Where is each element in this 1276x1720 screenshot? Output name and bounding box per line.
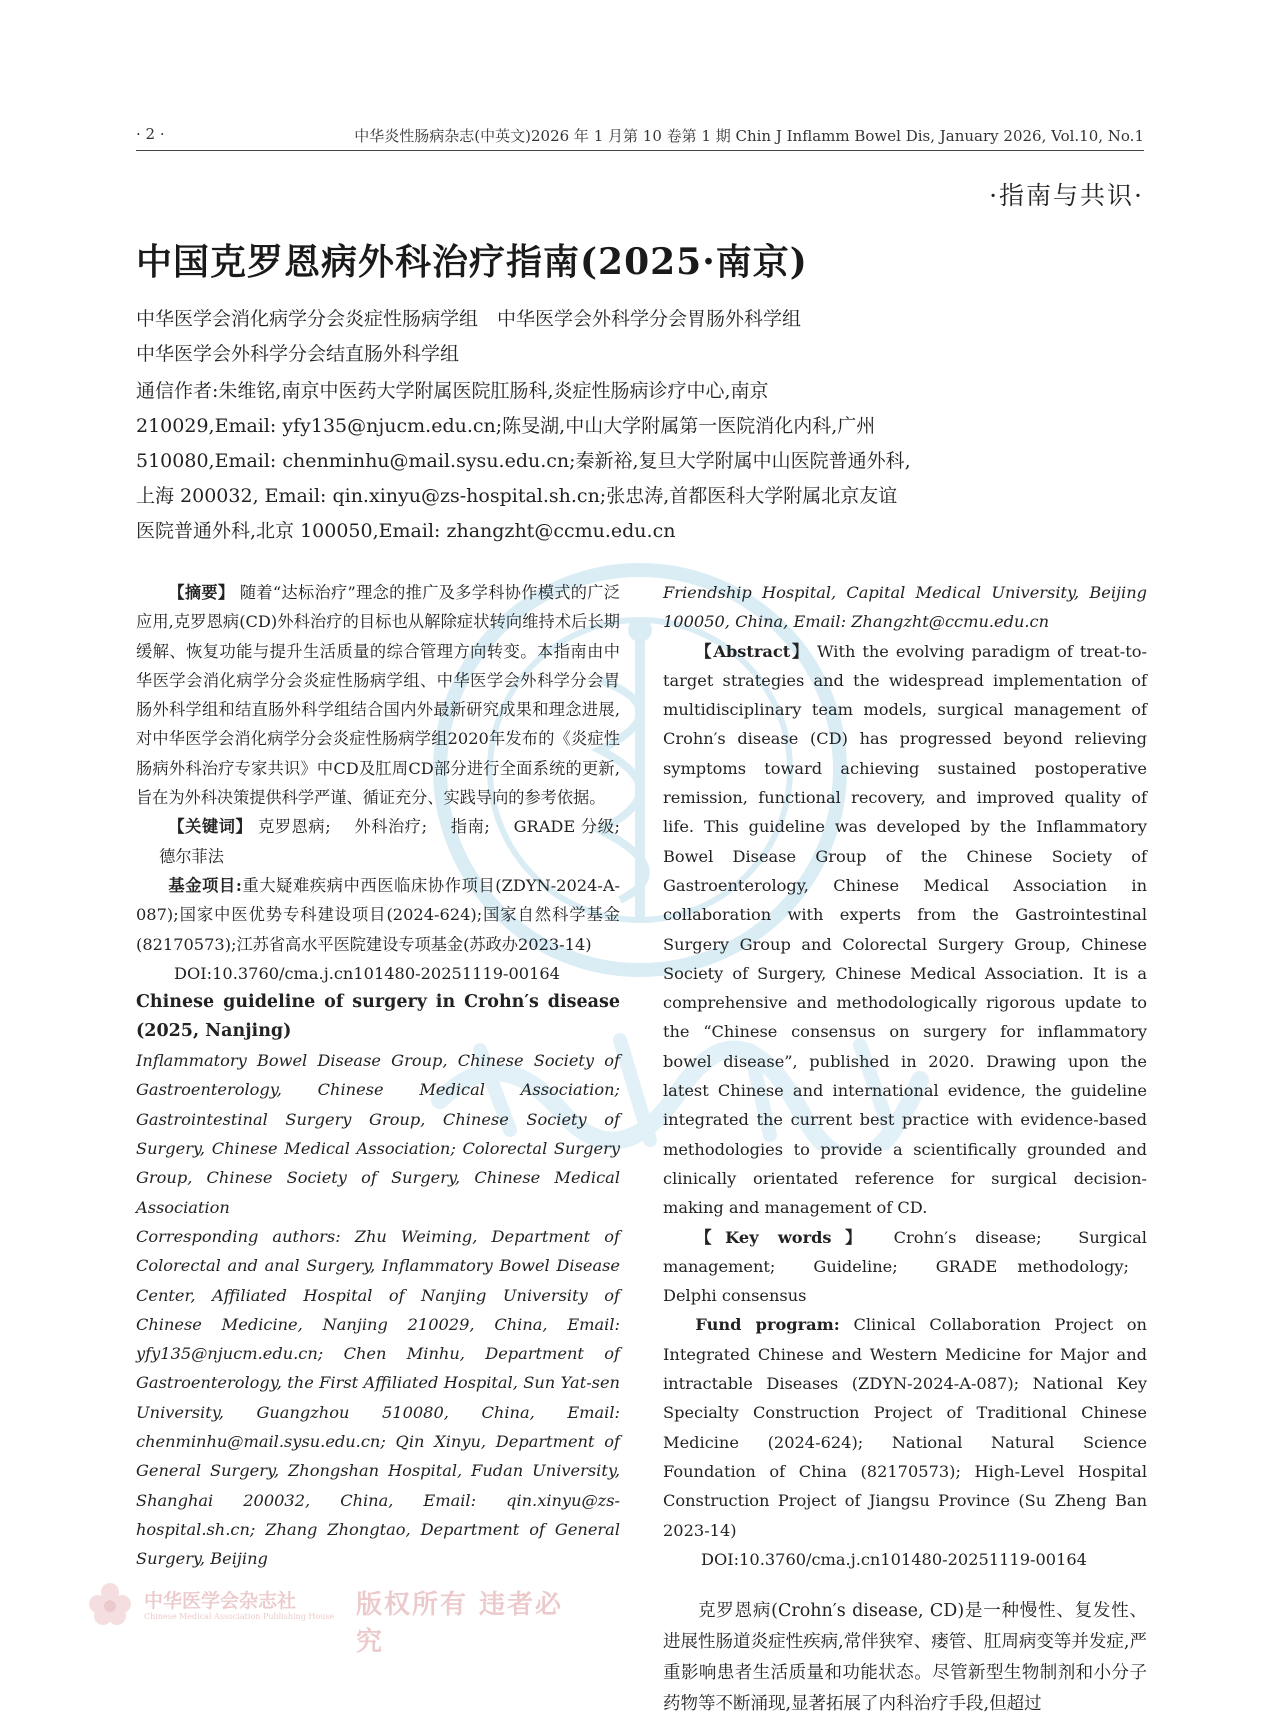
english-corresponding-authors: Corresponding authors: Zhu Weiming, Department of Colorectal and anal Surgery, Inflammatory Bowel Disease Center, Affiliated Hospital of Nanjing University of Chinese Medicine, Nanjing 210029, China, Email: yfy135@njucm.edu.cn; Chen Minhu, Department of Gastroenterology, the First Affiliated Hospital, Sun Yat-sen University, Guangzhou 510080, China, Email: chenminhu@mail.sysu.edu.cn; Qin Xinyu, Department of General Surgery, Zhongshan Hospital, Fudan University, Shanghai 200032, China, Email: qin.xinyu@zs-hospital.sh.cn; Zhang Zhongtao, Department of General Surgery, Beijing xyxy=(136,1226,620,1569)
cn-abstract xyxy=(136,578,620,812)
keyword: 外科治疗; xyxy=(354,817,428,837)
journal-info: 中华炎性肠病杂志(中英文)2026 年 1 月第 10 卷第 1 期 Chin J Inflamm Bowel Dis, January 2026, Vol.10, No.1 xyxy=(354,127,1144,145)
left-column xyxy=(136,578,620,1574)
keyword: 指南; xyxy=(450,817,490,837)
abstract-text: 随着“达标治疗”理念的推广及多学科协作模式的广泛应用,克罗恩病(CD)外科治疗的目标也从解除症状转向维持术后长期缓解、恢复功能与提升生活质量的综合管理方向转变。本指南由中华医学会消化病学分会炎症性肠病学组、中华医学会外科学分会胃肠外科学组和结直肠外科学组结合国内外最新研究成果和理念进展,对中华医学会消化病学分会炎症性肠病学组2020年发布的《炎症性肠病外科治疗专家共识》中CD及肛周CD部分进行全面系统的更新,旨在为外科决策提供科学严谨、循证充分、实践导向的参考依据。 xyxy=(136,583,620,808)
abstract-label: 【摘要】 xyxy=(168,583,235,602)
en-abstract xyxy=(663,637,1147,1223)
keyword: GRADE 分级; xyxy=(513,817,620,837)
en-keywords xyxy=(663,1223,1147,1311)
doi: DOI:10.3760/cma.j.cn101480-20251119-00164 xyxy=(174,963,560,983)
correspondence-line: 510080,Email: chenminhu@mail.sysu.edu.cn;秦新裕,复旦大学附属中山医院普通外科, xyxy=(136,450,911,472)
keyword: 德尔菲法 xyxy=(159,846,224,866)
publisher-flower-icon xyxy=(86,1580,134,1628)
en-fund xyxy=(663,1310,1147,1544)
doi: DOI:10.3760/cma.j.cn101480-20251119-00164 xyxy=(701,1549,1087,1569)
cn-keywords xyxy=(136,812,620,871)
publisher-name-cn: 中华医学会杂志社 xyxy=(144,1590,297,1612)
cn-fund xyxy=(136,871,620,959)
keyword: Guideline; xyxy=(813,1256,898,1276)
english-corresponding-authors-cont: Friendship Hospital, Capital Medical University, Beijing 100050, China, Email: Zhangzht@ccmu.edu.cn xyxy=(663,583,1147,632)
keyword: 克罗恩病; xyxy=(258,817,331,837)
correspondence-line: 210029,Email: yfy135@njucm.edu.cn;陈旻湖,中山大学附属第一医院消化内科,广州 xyxy=(136,415,876,437)
correspondence-line: 上海 200032, Email: qin.xinyu@zs-hospital.sh.cn;张忠涛,首都医科大学附属北京友谊 xyxy=(136,485,898,507)
fund-label: Fund program: xyxy=(695,1315,840,1335)
correspondence-line: 医院普通外科,北京 100050,Email: zhangzht@ccmu.edu.cn xyxy=(136,520,676,542)
correspondence-line: 通信作者:朱维铭,南京中医药大学附属医院肛肠科,炎症性肠病诊疗中心,南京 xyxy=(136,380,769,402)
fund-label: 基金项目: xyxy=(168,875,242,895)
keyword: Surgical management; xyxy=(663,1227,1147,1276)
keyword: Crohn′s disease; xyxy=(893,1227,1042,1247)
paper-title: 中国克罗恩病外科治疗指南(2025·南京) xyxy=(136,241,808,283)
author-groups xyxy=(136,302,956,372)
author-line: 中华医学会消化病学分会炎症性肠病学组 中华医学会外科学分会胃肠外科学组 xyxy=(136,308,802,330)
keyword: Delphi consensus xyxy=(663,1286,807,1306)
copyright-slogan: 版权所有 违者必究 xyxy=(356,1590,564,1657)
author-line: 中华医学会外科学分会结直肠外科学组 xyxy=(136,343,460,365)
fund-text: Clinical Collaboration Project on Integrated Chinese and Western Medicine for Major and intractable Diseases (ZDYN-2024-A-087); National Key Specialty Construction Project of Traditional Chinese Medicine (2024-624); National Natural Science Foundation of China (82170573); High-Level Hospital Construction Project of Jiangsu Province (Su Zheng Ban 2023-14) xyxy=(663,1315,1147,1540)
body-paragraph: 克罗恩病(Crohn′s disease, CD)是一种慢性、复发性、进展性肠道炎症性疾病,常伴狭窄、瘘管、肛周病变等并发症,严重影响患者生活质量和功能状态。尽管新型生物制剂和小分子药物等不断涌现,显著拓展了内科治疗手段,但超过 xyxy=(663,1601,1147,1715)
english-title: Chinese guideline of surgery in Crohn′s disease (2025, Nanjing) xyxy=(136,992,620,1042)
abstract-text: With the evolving paradigm of treat-to-target strategies and the widespread implementation of multidisciplinary team models, surgical management of Crohn′s disease (CD) has progressed beyond relieving symptoms toward achieving sustained postoperative remission, functional recovery, and improved quality of life. This guideline was developed by the Inflammatory Bowel Disease Group of the Chinese Society of Gastroenterology, Chinese Medical Association in collaboration with experts from the Gastrointestinal Surgery Group and Colorectal Surgery Group, Chinese Society of Surgery, Chinese Medical Association. It is a comprehensive and methodologically rigorous update to the “Chinese consensus on surgery for inflammatory bowel disease”, published in 2020. Drawing upon the latest Chinese and international evidence, the guideline integrated the current best practice with evidence-based methodologies to provide a scientifically grounded and clinically orientated reference for surgical decision-making and management of CD. xyxy=(663,641,1147,1218)
abstract-label: 【Abstract】 xyxy=(695,641,810,661)
section-tag: ·指南与共识· xyxy=(989,181,1144,210)
fund-text: 重大疑难疾病中西医临床协作项目(ZDYN-2024-A-087);国家中医优势专科建设项目(2024-624);国家自然科学基金(82170573);江苏省高水平医院建设专项基金(苏政办2023-14) xyxy=(136,875,620,954)
header-rule xyxy=(136,150,1144,151)
publisher-footer xyxy=(86,1580,586,1657)
keywords-label: 【关键词】 xyxy=(168,817,253,837)
keywords-label: 【Key words】 xyxy=(695,1227,875,1247)
correspondence-block xyxy=(136,374,956,549)
english-groups: Inflammatory Bowel Disease Group, Chinese Society of Gastroenterology, Chinese Medical Association; Gastrointestinal Surgery Group, Chinese Society of Surgery, Chinese Medical Association; Colorectal Surgery Group, Chinese Society of Surgery, Chinese Medical Association xyxy=(136,1051,620,1217)
keyword: GRADE methodology; xyxy=(935,1256,1129,1276)
publisher-name-en: Chinese Medical Association Publishing House xyxy=(144,1612,335,1621)
right-column xyxy=(663,578,1147,1720)
page-number: · 2 · xyxy=(136,125,165,143)
